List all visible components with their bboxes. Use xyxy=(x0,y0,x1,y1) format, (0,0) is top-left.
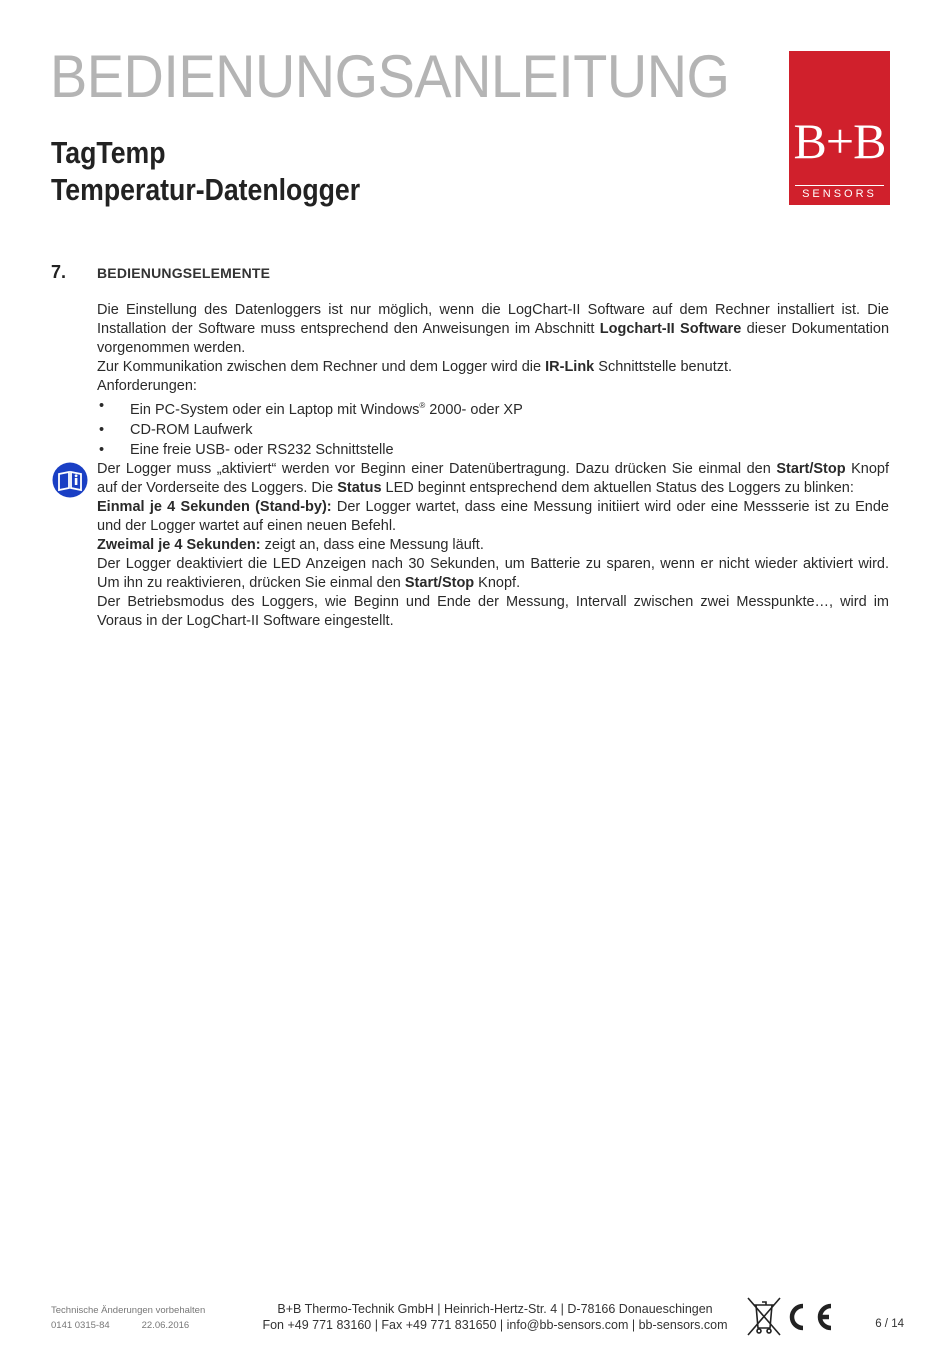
interface-paragraph: Zur Kommunikation zwischen dem Rechner und dem Logger wird die IR-Link Schnittstelle benutzt. xyxy=(97,359,733,375)
compliance-icons xyxy=(745,1295,840,1337)
info-manual-icon xyxy=(52,462,88,498)
company-contact: Fon +49 771 83160 | Fax +49 771 831650 | info@bb-sensors.com | bb-sensors.com xyxy=(262,1318,728,1332)
document-type-title: BEDIENUNGSANLEITUNG xyxy=(50,43,730,110)
standby-paragraph: Einmal je 4 Sekunden (Stand-by): Der Logger wartet, dass eine Messung initiiert wird oder eine Messserie ist zu Ende und der Logger wartet auf einen neuen Befehl. xyxy=(97,498,890,534)
activation-paragraph: Der Logger muss „aktiviert“ werden vor Beginn einer Datenübertragung. Dazu drücken Sie einmal den Start/Stop Knopf auf der Vorderseite des Loggers. Die Status LED beginnt entsprechend dem aktuellen Status des Loggers zu blinken: xyxy=(97,460,890,496)
footer-meta xyxy=(51,1303,205,1333)
mode-paragraph: Der Betriebsmodus des Loggers, wie Beginn und Ende der Messung, Intervall zwischen zwei Messpunkte…, wird im Voraus in der LogChart-II Software eingestellt. xyxy=(97,593,889,629)
bb-sensors-logo xyxy=(789,51,890,205)
list-item: • Ein PC-System oder ein Laptop mit Windows® 2000- oder XP xyxy=(99,398,523,418)
product-title xyxy=(51,134,360,208)
page-number: 6 / 14 xyxy=(875,1318,904,1330)
footer-company xyxy=(240,1301,750,1333)
company-address: B+B Thermo-Technik GmbH | Heinrich-Hertz-Str. 4 | D-78166 Donaueschingen xyxy=(277,1302,713,1316)
footer-note: Technische Änderungen vorbehalten xyxy=(51,1305,206,1316)
section-title: BEDIENUNGSELEMENTE xyxy=(97,265,271,281)
section-number: 7. xyxy=(51,262,67,282)
list-item: • CD-ROM Laufwerk xyxy=(99,421,253,438)
product-subtitle: Temperatur-Datenlogger xyxy=(51,172,361,207)
list-item: • Eine freie USB- oder RS232 Schnittstelle xyxy=(99,441,394,458)
footer-icons xyxy=(745,1295,840,1342)
intro-paragraph: Die Einstellung des Datenloggers ist nur möglich, wenn die LogChart-II Software auf dem Rechner installiert ist. Die Installation der Software muss entsprechend den Anweisungen im Abschnitt Logchart-II Software dieser Dokumentation vorgenommen werden. xyxy=(97,302,890,356)
deactivation-paragraph: Der Logger deaktiviert die LED Anzeigen nach 30 Sekunden, um Batterie zu sparen, wenn er nicht wieder aktiviert wird. Um ihn zu reaktivieren, drücken Sie einmal den Start/Stop Knopf. xyxy=(97,555,889,591)
doc-number: 0141 0315-84 xyxy=(51,1320,110,1331)
logo-mark: B+B xyxy=(793,113,886,169)
requirements-label: Anforderungen: xyxy=(97,378,197,394)
info-note xyxy=(97,460,889,498)
section-body xyxy=(97,301,889,631)
logo-subtext: SENSORS xyxy=(795,185,884,200)
measuring-paragraph: Zweimal je 4 Sekunden: zeigt an, dass eine Messung läuft. xyxy=(97,536,484,553)
weee-bin-icon xyxy=(748,1298,780,1335)
product-name: TagTemp xyxy=(51,135,166,170)
ce-mark-icon xyxy=(792,1306,831,1328)
doc-date: 22.06.2016 xyxy=(141,1320,190,1331)
requirements-list xyxy=(97,396,889,460)
